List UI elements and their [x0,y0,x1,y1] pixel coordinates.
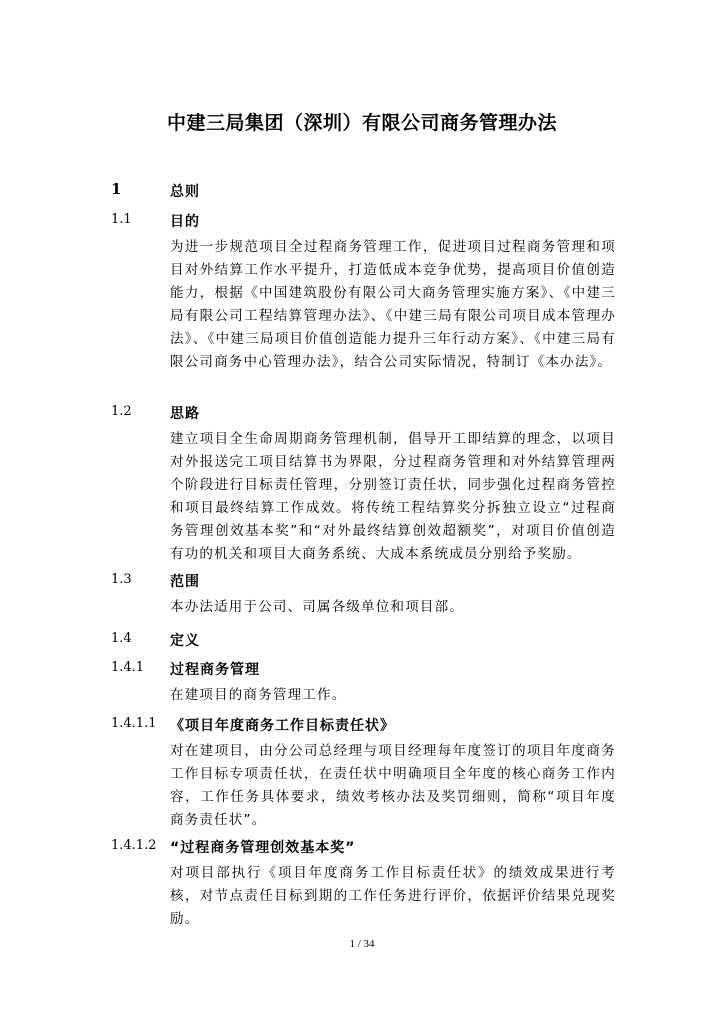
section-heading: 过程商务管理 [170,662,260,678]
section-number: 1.2 [111,404,132,419]
section-number: 1.1 [111,212,132,227]
document-title: 中建三局集团（深圳）有限公司商务管理办法 [166,112,557,134]
section-number: 1.3 [111,572,132,587]
section-heading: 目的 [170,214,200,230]
section-body: 在建项目的商务管理工作。 [170,687,347,703]
section-heading: 范围 [170,574,200,590]
page-number: 1 / 34 [349,938,375,950]
section-number: 1.4 [111,631,132,646]
section-heading: 思路 [170,406,200,422]
section-number: 1.4.1 [111,660,145,675]
section-number: 1.4.1.2 [111,838,157,853]
section-heading: 总则 [170,184,200,200]
section-body: 建立项目全生命周期商务管理机制，倡导开工即结算的理念，以项目对外报送完工项目结算书为界限，分过程商务管理和对外结算管理两个阶段进行目标责任管理，分别签订责任状，同步强化过程商务管控和项目最终结算工作成效。将传统工程结算奖分拆独立设立“过程商务管理创效基本奖”和“对外最终结算创效超额奖”，对项目价值创造有功的机关和项目大商务系统、大成本系统成员分别给予奖励。 [170,431,616,562]
section-number: 1.4.1.1 [111,716,157,731]
section-body: 本办法适用于公司、司属各级单位和项目部。 [170,599,464,615]
section-number: 1 [111,180,122,198]
section-heading: “过程商务管理创效基本奖” [170,840,356,856]
section-heading: 《项目年度商务工作目标责任状》 [170,718,395,734]
section-body: 为进一步规范项目全过程商务管理工作，促进项目过程商务管理和项目对外结算工作水平提升，打造低成本竞争优势，提高项目价值创造能力，根据《中国建筑股份有限公司大商务管理实施方案》、《中建三局有限公司工程结算管理办法》、《中建三局有限公司项目成本管理办法》、《中建三局项目价值创造能力提升三年行动方案》、《中建三局有限公司商务中心管理办法》，结合公司实际情况，特制订《本办法》。 [170,239,616,370]
section-body: 对在建项目，由分公司总经理与项目经理每年度签订的项目年度商务工作目标专项责任状，在责任状中明确项目全年度的核心商务工作内容，工作任务具体要求，绩效考核办法及奖罚细则，简称“项目年度商务责任状”。 [170,743,616,828]
section-heading: 定义 [170,633,200,649]
section-body: 对项目部执行《项目年度商务工作目标责任状》的绩效成果进行考核，对节点责任目标到期的工作任务进行评价，依据评价结果兑现奖励。 [170,865,616,927]
